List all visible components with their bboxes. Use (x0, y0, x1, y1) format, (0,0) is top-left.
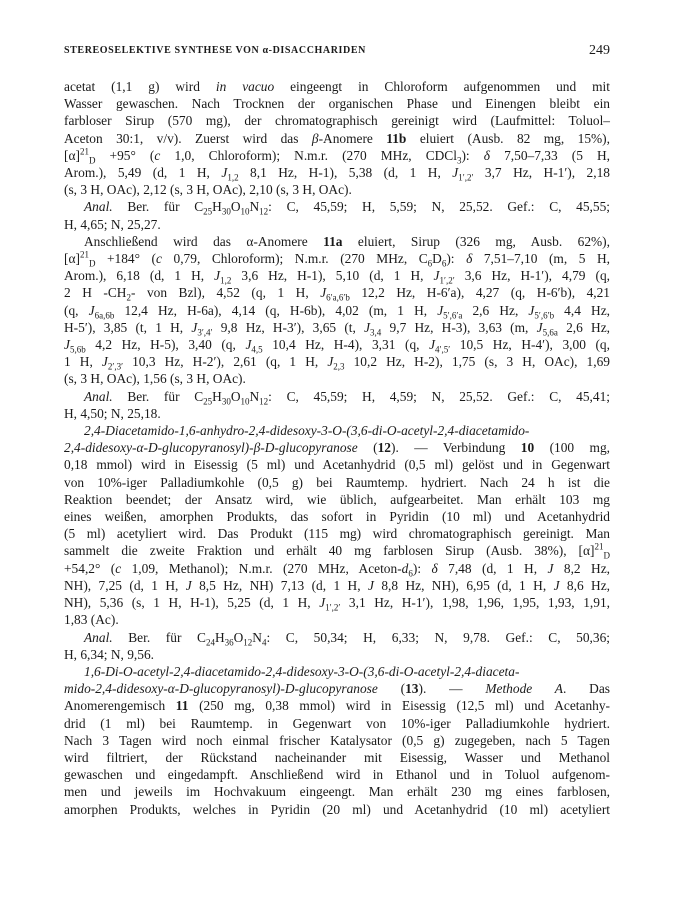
page-number: 249 (589, 43, 610, 58)
paragraph-compound-12: 2,4-Diacetamido-1,6-anhydro-2,4-didesoxy-3-O-(3,6-di-O-acetyl-2,4-diacetamido- 2,4-didesoxy-α-D-glucopyranosyl)-β-D-glucopyranose (12). — Verbindung 10 (100 mg, 0,18 mmol) wird in Eisessig (5 ml) und Acetanhydrid (0,5 ml) gelöst und in Gegenwart von 10%-iger Palladiumkohle (0,5 g) bei Raumtemp. hydriert. Nach 24 h ist die Reaktion beendet; der Ansatz wird, wie üblich, aufgearbeitet. Man erhält 103 mg eines weißen, amorphen Produkts, das sofort in Pyridin (10 ml) und Acetanhydrid (5 ml) acetyliert wird. Das Produkt (115 mg) wird chromatographisch gereinigt. Man sammelt die zweite Fraktion und erhält 40 mg farblosen Sirup (Ausb. 38%), $[\alpha]^{21}_D$ +54,2° (c 1,09, Methanol); N.m.r. (270 MHz, Aceton-$d_6$): δ 7,48 (d, 1 H, J 8,2 Hz, NH), 7,25 (d, 1 H, J 8,5 Hz, NH) 7,13 (d, 1 H, J 8,8 Hz, NH), 6,95 (d, 1 H, J 8,6 Hz, NH), 5,36 (s, 1 H, H-1), 5,25 (d, 1 H, $J_{1',2'}$ 3,1 Hz, H-1′), 1,98, 1,96, 1,95, 1,93, 1,91, 1,83 (Ac). Anal. Ber. für $C_{24}H_{36}O_{12}N_4$: C, 50,34; H, 6,33; N, 9,78. Gef.: C, 50,36; H, 6,34; N, 9,56. (64, 423, 611, 662)
running-title: STEREOSELEKTIVE SYNTHESE VON α-DISACCHARIDEN (64, 45, 366, 56)
paragraph-compound-13: 1,6-Di-O-acetyl-2,4-diacetamido-2,4-didesoxy-3-O-(3,6-di-O-acetyl-2,4-diaceta- mido-2,4-didesoxy-α-D-glucopyranosyl)-D-glucopyranose (13). — Methode A. Das Anomerengemisch 11 (250 mg, 0,38 mmol) wird in Eisessig (12,5 ml) und Acetanhy- drid (1 ml) bei Raumtemp. in Gegenwart von 10%-iger Palladiumkohle hydriert. Nach 3 Tagen wird noch einmal frischer Katalysator (0,5 g) zugegeben, nach 5 Tagen wird filtriert, der Rückstand nacheinander mit Eisessig, Wasser und Methanol gewaschen und eingedampft. Anschließend wird in Ethanol und in Toluol aufgenom- men und jeweils im Hochvakuum eingeengt. Man erhält 230 mg eines farblosen, amorphen Produkts, welches in Pyridin (20 ml) und Acetanhydrid (10 ml) acetyliert (64, 663, 610, 817)
running-head (64, 43, 610, 61)
article-body (64, 78, 610, 818)
paragraph-alpha-anomer-11a: Anschließend wird das α-Anomere 11a eluiert, Sirup (326 mg, Ausb. 62%), $[\alpha]^{21}_D +184^\circ$ (c 0,79, Chloroform); N.m.r. (270 MHz, $C_6D_6$): δ 7,51–7,10 (m, 5 H, Arom.), 6,18 (d, 1 H, $J_{1,2}$ 3,6 Hz, H-1), 5,10 (d, 1 H, $J_{1',2'}$ 3,6 Hz, H-1′), 4,79 (q, 2 H $-CH_2-$ von Bzl), 4,52 (q, 1 H, $J_{6'a,6'b}$ 12,2 Hz, H-6′a), 4,27 (q, H-6′b), 4,21 (q, $J_{6a,6b}$ 12,4 Hz, H-6a), 4,14 (q, H-6b), 4,02 (m, 1 H, $J_{5',6'a}$ 2,6 Hz, $J_{5',6'b}$ 4,4 Hz, H-5′), 3,85 (t, 1 H, $J_{3',4'}$ 9,8 Hz, H-3′), 3,65 (t, $J_{3,4}$ 9,7 Hz, H-3), 3,63 (m, $J_{5,6a}$ 2,6 Hz, $J_{5,6b}$ 4,2 Hz, H-5), 3,40 (q, $J_{4,5}$ 10,4 Hz, H-4), 3,31 (q, $J_{4',5'}$ 10,5 Hz, H-4′), 3,00 (q, 1 H, $J_{2',3'}$ 10,3 Hz, H-2′), 2,61 (q, 1 H, $J_{2,3}$ 10,2 Hz, H-2), 1,75 (s, 3 H, OAc), 1,69 (s, 3 H, OAc), 1,56 (s, 3 H, OAc). Anal. Ber. für $C_{25}H_{30}O_{10}N_{12}$: C, 45,59; H, 4,59; N, 25,52. Gef.: C, 45,41; H, 4,50; N, 25,18. (64, 233, 611, 421)
paragraph-beta-anomer-11b: acetat (1,1 g) wird in vacuo eingeengt in Chloroform aufgenommen und mit Wasser gewaschen. Nach Trocknen der organischen Phase und Einengen bleibt ein farbloser Sirup (570 mg), der chromatographisch gereinigt wird (Laufmittel: Toluol– Aceton 30:1, v/v). Zuerst wird das β-Anomere 11b eluiert (Ausb. 82 mg, 15%), $[\alpha]^{21}_D +95^\circ$ (c 1,0, Chloroform); N.m.r. (270 MHz, CDCl$_3$): δ 7,50–7,33 (5 H, Arom.), 5,49 (d, 1 H, $J_{1,2}$ 8,1 Hz, H-1), 5,38 (d, 1 H, $J_{1',2'}$ 3,7 Hz, H-1′), 2,18 (s, 3 H, OAc), 2,12 (s, 3 H, OAc), 2,10 (s, 3 H, OAc). Anal. Ber. für $C_{25}H_{30}O_{10}N_{12}$: C, 45,59; H, 5,59; N, 25,52. Gef.: C, 45,55; H, 4,65; N, 25,27. (64, 79, 611, 232)
